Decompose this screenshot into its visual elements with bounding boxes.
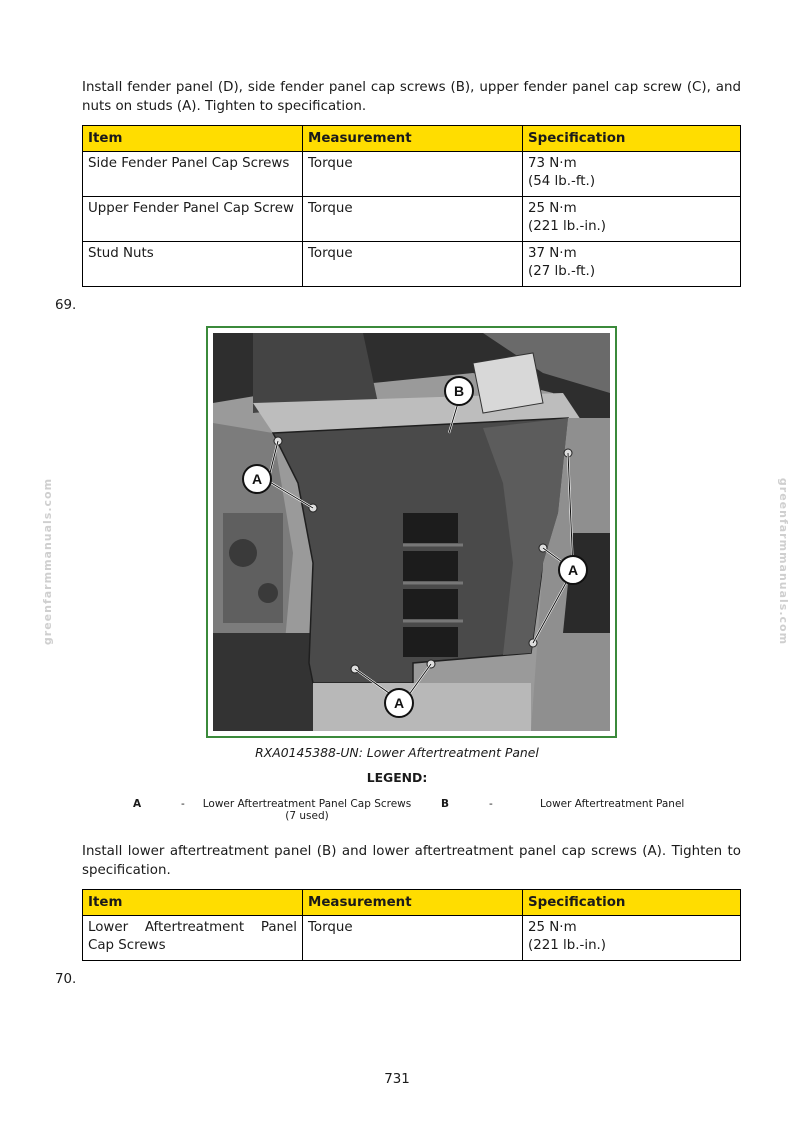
svg-text:B: B	[453, 383, 465, 399]
cell-specification	[523, 197, 741, 242]
step-number-69: 69.	[55, 298, 77, 313]
page-number: 731	[384, 1072, 410, 1087]
spec-imperial: (221 lb.-in.)	[528, 938, 607, 953]
legend-b-key: B	[441, 798, 450, 810]
table-row	[83, 197, 741, 242]
header-measurement: Measurement	[303, 890, 523, 916]
cell-measurement: Torque	[303, 152, 523, 197]
table-row	[83, 916, 741, 961]
callout-a-bottom	[385, 689, 413, 717]
figure-caption: RXA0145388-UN: Lower Aftertreatment Panel	[255, 745, 539, 760]
legend-a-key: A	[133, 798, 142, 810]
cell-specification	[523, 152, 741, 197]
spec-imperial: (54 lb.-ft.)	[528, 174, 596, 189]
cell-item: Upper Fender Panel Cap Screw	[83, 197, 303, 242]
svg-text:A: A	[251, 471, 263, 487]
cell-measurement: Torque	[303, 916, 523, 961]
spec-metric: 37 N·m	[528, 246, 577, 261]
cell-measurement: Torque	[303, 197, 523, 242]
panel-illustration	[213, 333, 610, 731]
fender-torque-table	[82, 125, 741, 287]
table-row	[83, 242, 741, 287]
legend-a-dash: -	[181, 798, 185, 810]
svg-text:A: A	[393, 695, 405, 711]
legend-b-dash: -	[489, 798, 493, 810]
header-specification: Specification	[523, 890, 741, 916]
callout-a-right	[559, 556, 587, 584]
legend-a-note: (7 used)	[285, 810, 329, 822]
cell-measurement: Torque	[303, 242, 523, 287]
install-fender-instruction: Install fender panel (D), side fender panel cap screws (B), upper fender panel cap screw (C), and nuts on studs (A). Tighten to specification.	[82, 80, 741, 114]
table-row	[83, 152, 741, 197]
spec-metric: 73 N·m	[528, 156, 577, 171]
cell-item: Side Fender Panel Cap Screws	[83, 152, 303, 197]
callout-b	[445, 377, 473, 405]
watermark-left: greenfarmmanuals.com	[41, 477, 55, 646]
legend-b-description: Lower Aftertreatment Panel	[540, 798, 685, 810]
header-specification: Specification	[523, 126, 741, 152]
spec-imperial: (221 lb.-in.)	[528, 219, 607, 234]
spec-metric: 25 N·m	[528, 201, 577, 216]
aftertreatment-panel-figure	[206, 326, 617, 738]
spec-metric: 25 N·m	[528, 920, 577, 935]
table-header-row	[83, 890, 741, 916]
legend-title: LEGEND:	[366, 770, 428, 785]
cell-item: Lower Aftertreatment Panel Cap Screws	[83, 916, 303, 961]
install-aftertreatment-instruction: Install lower aftertreatment panel (B) and lower aftertreatment panel cap screws (A). Tighten to specification.	[82, 844, 741, 878]
cell-specification	[523, 242, 741, 287]
legend-a-desc-text: Lower Aftertreatment Panel Cap Screws	[202, 798, 412, 810]
header-item: Item	[83, 890, 303, 916]
step-number-70: 70.	[55, 972, 77, 987]
callout-a-left	[243, 465, 271, 493]
legend-a-description	[202, 798, 412, 822]
header-measurement: Measurement	[303, 126, 523, 152]
header-item: Item	[83, 126, 303, 152]
svg-text:A: A	[567, 562, 579, 578]
cell-specification	[523, 916, 741, 961]
table-header-row	[83, 126, 741, 152]
aftertreatment-torque-table	[82, 889, 741, 961]
cell-item: Stud Nuts	[83, 242, 303, 287]
spec-imperial: (27 lb.-ft.)	[528, 264, 596, 279]
watermark-right: greenfarmmanuals.com	[777, 477, 791, 646]
